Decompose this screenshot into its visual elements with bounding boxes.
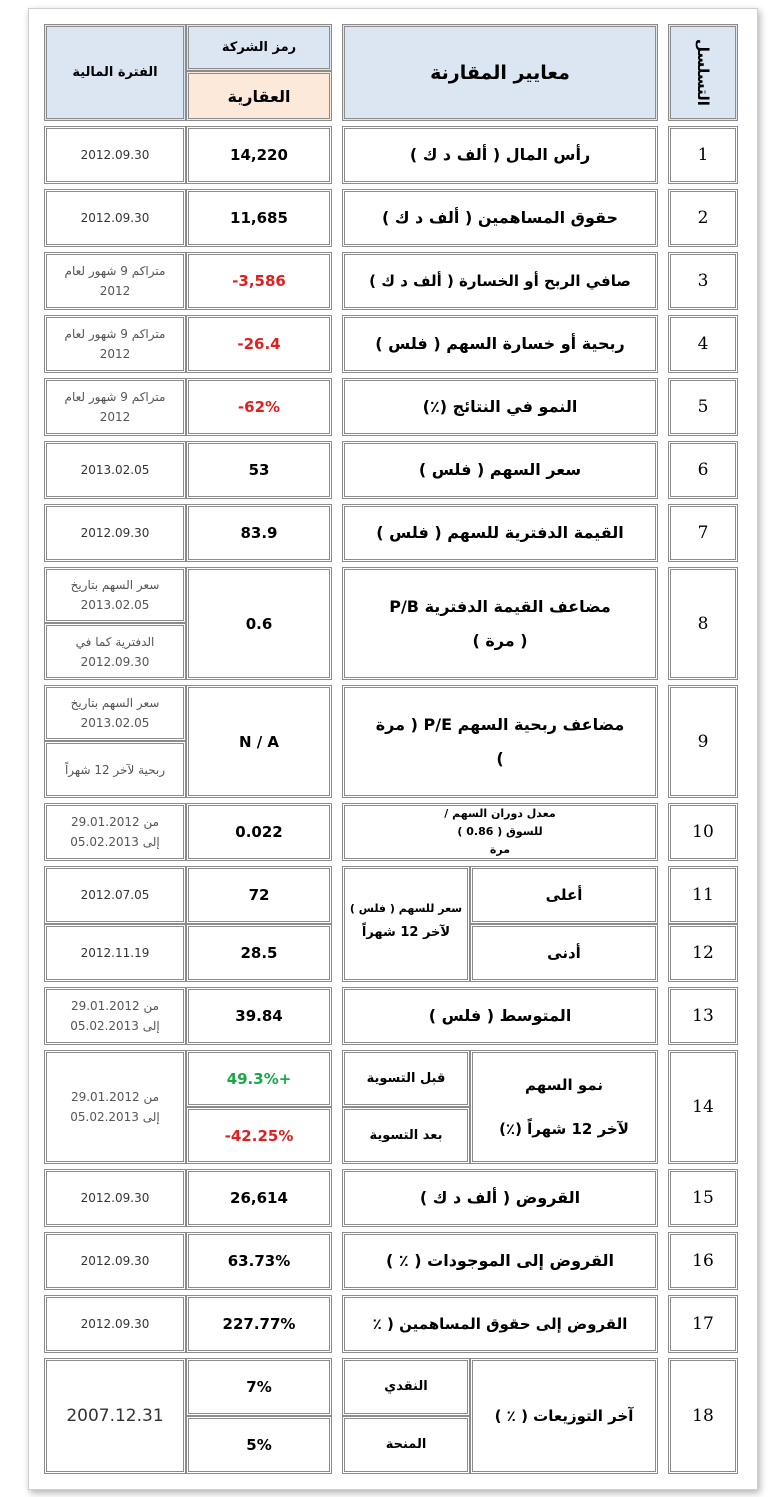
- value-text: 0.6: [245, 614, 273, 633]
- row-18-sub-b: [342, 1416, 470, 1474]
- row-17-num: [668, 1295, 738, 1353]
- criterion-text: آخر التوزيعات ( ٪ ): [494, 1407, 634, 1425]
- value-text: 0.022: [235, 823, 283, 841]
- header-company: [186, 71, 332, 121]
- period-text: سعر السهم بتاريخ: [70, 696, 160, 710]
- row-num-text: 3: [697, 271, 709, 291]
- criterion-text: لآخر 12 شهراً: [361, 925, 451, 940]
- row-3-num: [668, 252, 738, 310]
- period-text: سعر السهم بتاريخ: [70, 578, 160, 592]
- criterion-text: أعلى: [545, 886, 583, 904]
- row-11-sub: [470, 866, 658, 924]
- period-text: متراكم 9 شهور لعام: [64, 327, 166, 341]
- criterion-text: مرة: [489, 843, 511, 856]
- row-11-period: [44, 866, 186, 924]
- value-text: 49.3%+: [226, 1069, 292, 1088]
- row-14-value-a: [186, 1050, 332, 1107]
- header-company-text: العقارية: [227, 86, 291, 106]
- criterion-text: حقوق المساهمين ( ألف د ك ): [381, 208, 619, 227]
- row-8-period-b: [44, 623, 186, 680]
- row-5-period: [44, 378, 186, 436]
- row-14-period: [44, 1050, 186, 1164]
- value-text: -42.25%: [224, 1126, 294, 1145]
- row-1-num: [668, 126, 738, 184]
- row-12-period: [44, 924, 186, 982]
- row-11-value: [186, 866, 332, 924]
- row-10-value: [186, 803, 332, 861]
- row-12-value: [186, 924, 332, 982]
- period-text: متراكم 9 شهور لعام: [64, 264, 166, 278]
- value-text: 83.9: [240, 524, 278, 542]
- row-7-value: [186, 504, 332, 562]
- period-text: 2012.09.30: [80, 211, 150, 225]
- criterion-text: صافي الربح أو الخسارة ( ألف د ك ): [369, 272, 631, 290]
- row-13-criterion: [342, 987, 658, 1045]
- row-num-text: 8: [697, 613, 709, 634]
- row-7-criterion: [342, 504, 658, 562]
- period-text: 2012: [99, 410, 131, 424]
- row-num-text: 13: [692, 1006, 714, 1026]
- row-4-criterion: [342, 315, 658, 373]
- value-text: 72: [248, 886, 270, 904]
- criterion-text: لآخر 12 شهراً (٪): [499, 1120, 629, 1138]
- criterion-text: رأس المال ( ألف د ك ): [409, 145, 591, 164]
- row-3-value: [186, 252, 332, 310]
- value-text: 63.73%: [227, 1252, 291, 1270]
- row-6-period: [44, 441, 186, 499]
- row-9-period-b: [44, 741, 186, 798]
- row-9-period-a: [44, 685, 186, 741]
- value-text: -62%: [237, 398, 281, 416]
- value-text: 14,220: [230, 146, 288, 164]
- row-12-num: [668, 924, 738, 982]
- row-18-criterion: [470, 1358, 658, 1474]
- row-num-text: 7: [697, 523, 709, 543]
- criterion-text: مضاعف ربحية السهم P/E ( مرة: [375, 714, 625, 734]
- row-18-sub-a: [342, 1358, 470, 1416]
- row-14-sub-b: [342, 1107, 470, 1164]
- row-17-criterion: [342, 1295, 658, 1353]
- row-10-num: [668, 803, 738, 861]
- criterion-text: معدل دوران السهم /: [444, 807, 556, 820]
- row-num-text: 14: [692, 1097, 714, 1117]
- criterion-text: قبل التسوية: [366, 1070, 446, 1086]
- row-num-text: 9: [697, 731, 709, 752]
- row-7-num: [668, 504, 738, 562]
- row-10-criterion: [342, 803, 658, 861]
- value-text: N / A: [238, 732, 280, 751]
- row-16-period: [44, 1232, 186, 1290]
- header-criteria-text: معايير المقارنة: [430, 61, 570, 84]
- period-text: 2012.11.19: [80, 946, 150, 960]
- row-8-num: [668, 567, 738, 680]
- period-text: 2007.12.31: [66, 1406, 164, 1426]
- value-text: 7%: [246, 1378, 272, 1396]
- criterion-text: ): [496, 748, 504, 768]
- row-num-text: 15: [692, 1188, 714, 1208]
- criterion-text: القروض إلى الموجودات ( ٪ ): [386, 1251, 614, 1270]
- period-text: من 29.01.2012: [70, 999, 160, 1013]
- period-text: 2013.02.05: [80, 716, 150, 730]
- row-num-text: 4: [697, 334, 709, 354]
- row-15-num: [668, 1169, 738, 1227]
- header-serial: [668, 24, 738, 121]
- row-13-period: [44, 987, 186, 1045]
- criterion-text: المتوسط ( فلس ): [428, 1006, 572, 1025]
- row-num-text: 1: [697, 145, 709, 165]
- header-company-code: [186, 24, 332, 71]
- row-18-num: [668, 1358, 738, 1474]
- period-text: 2013.02.05: [80, 598, 150, 612]
- period-text: ربحية لآخر 12 شهراً: [64, 762, 166, 777]
- row-num-text: 18: [692, 1406, 714, 1426]
- row-14-value-b: [186, 1107, 332, 1164]
- value-text: 11,685: [230, 209, 288, 227]
- value-text: 5%: [246, 1436, 272, 1454]
- criterion-text: القروض ( ألف د ك ): [419, 1188, 581, 1207]
- row-12-sub: [470, 924, 658, 982]
- criterion-text: ( مرة ): [472, 630, 528, 650]
- row-15-value: [186, 1169, 332, 1227]
- period-text: 2012.09.30: [80, 1254, 150, 1268]
- header-period: [44, 24, 186, 121]
- period-text: 2012.09.30: [80, 1191, 150, 1205]
- row-14-criterion: [470, 1050, 658, 1164]
- row-num-text: 16: [692, 1251, 714, 1271]
- row-13-value: [186, 987, 332, 1045]
- period-text: 2012.09.30: [80, 1317, 150, 1331]
- period-text: 2012.07.05: [80, 888, 150, 902]
- row-2-period: [44, 189, 186, 247]
- period-text: إلى 05.02.2013: [70, 1019, 160, 1033]
- row-4-value: [186, 315, 332, 373]
- period-text: إلى 05.02.2013: [70, 1110, 160, 1124]
- row-3-period: [44, 252, 186, 310]
- row-18-value-a: [186, 1358, 332, 1416]
- criterion-text: مضاعف القيمة الدفترية P/B: [389, 596, 611, 616]
- row-6-num: [668, 441, 738, 499]
- period-text: 2012: [99, 347, 131, 361]
- row-num-text: 5: [697, 397, 709, 417]
- row-7-period: [44, 504, 186, 562]
- criterion-text: ربحية أو خسارة السهم ( فلس ): [375, 334, 625, 353]
- value-text: 39.84: [235, 1007, 283, 1025]
- price-range-group: [342, 866, 470, 982]
- period-text: الدفترية كما في: [75, 634, 155, 649]
- period-text: 2012.09.30: [80, 526, 150, 540]
- criterion-text: للسوق ( 0.86 ): [457, 825, 543, 838]
- row-17-value: [186, 1295, 332, 1353]
- row-18-period: [44, 1358, 186, 1474]
- value-text: 28.5: [240, 944, 278, 962]
- period-text: 2012.09.30: [80, 148, 150, 162]
- criterion-text: سعر للسهم ( فلس ): [349, 902, 463, 915]
- period-text: 2012: [99, 284, 131, 298]
- criterion-text: القروض إلى حقوق المساهمين ( ٪: [372, 1315, 628, 1333]
- row-16-criterion: [342, 1232, 658, 1290]
- row-1-criterion: [342, 126, 658, 184]
- row-13-num: [668, 987, 738, 1045]
- period-text: 2012.09.30: [80, 654, 150, 669]
- row-5-value: [186, 378, 332, 436]
- period-text: إلى 05.02.2013: [70, 835, 160, 849]
- row-6-criterion: [342, 441, 658, 499]
- header-serial-text: التسلسل: [694, 39, 712, 106]
- value-text: -3,586: [232, 272, 286, 290]
- criterion-text: النقدي: [384, 1379, 428, 1394]
- header-period-text: الفترة المالية: [72, 65, 158, 80]
- value-text: 227.77%: [222, 1315, 296, 1333]
- row-5-num: [668, 378, 738, 436]
- row-1-period: [44, 126, 186, 184]
- criterion-text: نمو السهم: [524, 1076, 604, 1094]
- row-9-criterion: [342, 685, 658, 798]
- period-text: من 29.01.2012: [70, 815, 160, 829]
- header-company-code-text: رمز الشركة: [221, 40, 297, 55]
- row-8-value: [186, 567, 332, 680]
- criterion-text: سعر السهم ( فلس ): [418, 460, 582, 479]
- row-num-text: 17: [692, 1314, 714, 1334]
- criterion-text: النمو في النتائج (٪): [422, 397, 578, 416]
- row-8-criterion: [342, 567, 658, 680]
- row-3-criterion: [342, 252, 658, 310]
- period-text: 2013.02.05: [80, 463, 150, 477]
- row-15-criterion: [342, 1169, 658, 1227]
- value-text: 26,614: [230, 1189, 288, 1207]
- row-num-text: 2: [697, 208, 709, 228]
- row-5-criterion: [342, 378, 658, 436]
- row-14-sub-a: [342, 1050, 470, 1107]
- row-2-criterion: [342, 189, 658, 247]
- row-2-value: [186, 189, 332, 247]
- row-num-text: 10: [692, 822, 714, 842]
- criterion-text: القيمة الدفترية للسهم ( فلس ): [376, 523, 624, 542]
- row-17-period: [44, 1295, 186, 1353]
- value-text: -26.4: [237, 335, 281, 353]
- row-4-period: [44, 315, 186, 373]
- row-9-num: [668, 685, 738, 798]
- period-text: متراكم 9 شهور لعام: [64, 390, 166, 404]
- criterion-text: بعد التسوية: [369, 1127, 443, 1143]
- row-1-value: [186, 126, 332, 184]
- row-4-num: [668, 315, 738, 373]
- header-criteria: [342, 24, 658, 121]
- row-18-value-b: [186, 1416, 332, 1474]
- row-10-period: [44, 803, 186, 861]
- row-num-text: 6: [697, 460, 709, 480]
- row-2-num: [668, 189, 738, 247]
- row-6-value: [186, 441, 332, 499]
- value-text: 53: [248, 461, 270, 479]
- criterion-text: أدنى: [547, 944, 581, 962]
- criterion-text: المنحة: [385, 1437, 427, 1452]
- row-num-text: 12: [692, 943, 714, 963]
- row-9-value: [186, 685, 332, 798]
- row-16-value: [186, 1232, 332, 1290]
- row-11-num: [668, 866, 738, 924]
- row-16-num: [668, 1232, 738, 1290]
- row-15-period: [44, 1169, 186, 1227]
- row-8-period-a: [44, 567, 186, 623]
- period-text: من 29.01.2012: [70, 1090, 160, 1104]
- row-14-num: [668, 1050, 738, 1164]
- row-num-text: 11: [692, 885, 714, 905]
